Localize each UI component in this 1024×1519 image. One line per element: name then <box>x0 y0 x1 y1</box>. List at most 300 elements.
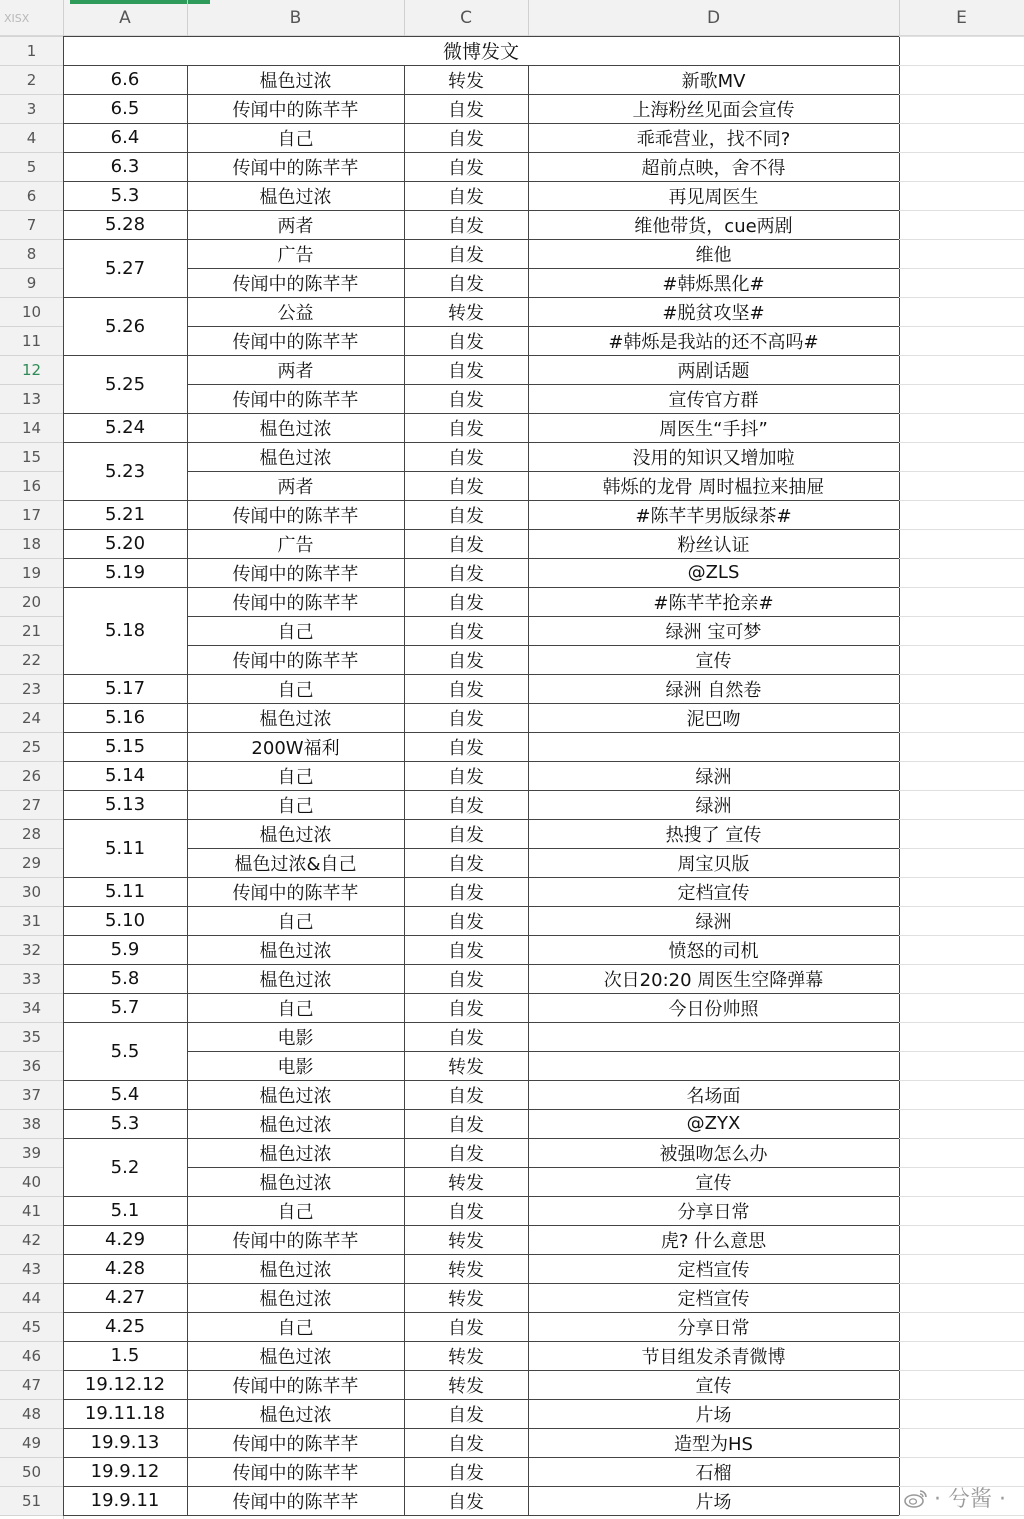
row-header-17[interactable]: 17 <box>0 500 63 529</box>
merged-date-cell[interactable]: 5.27 <box>104 257 146 279</box>
content-cell[interactable]: 片场 <box>695 1491 732 1513</box>
date-cell[interactable]: 5.3 <box>110 1113 140 1134</box>
merged-date-cell[interactable]: 5.2 <box>110 1156 140 1178</box>
empty-cell-e[interactable] <box>899 993 1024 1022</box>
empty-cell-e[interactable] <box>899 703 1024 732</box>
merged-date-cell[interactable]: 5.26 <box>104 315 146 337</box>
row-header-42[interactable]: 42 <box>0 1225 63 1254</box>
empty-cell-e[interactable] <box>899 471 1024 500</box>
row-header-36[interactable]: 36 <box>0 1051 63 1080</box>
empty-cell-e[interactable] <box>899 442 1024 471</box>
row-header-50[interactable]: 50 <box>0 1457 63 1486</box>
source-cell[interactable]: 公益 <box>277 302 314 324</box>
content-cell[interactable]: 石榴 <box>695 1462 732 1484</box>
content-cell[interactable]: 造型为HS <box>674 1433 753 1455</box>
content-cell[interactable]: 超前点映，舍不得 <box>641 157 786 179</box>
content-cell[interactable]: @ZLS <box>687 562 740 583</box>
content-cell[interactable]: 绿洲 自然卷 <box>665 679 762 701</box>
row-header-18[interactable]: 18 <box>0 529 63 558</box>
type-cell[interactable]: 自发 <box>448 766 484 788</box>
row-header-22[interactable]: 22 <box>0 645 63 674</box>
date-cell[interactable]: 6.4 <box>110 127 140 148</box>
row-header-30[interactable]: 30 <box>0 877 63 906</box>
type-cell[interactable]: 自发 <box>448 592 484 614</box>
column-header-c[interactable]: C <box>404 0 528 36</box>
source-cell[interactable]: 两者 <box>277 215 314 237</box>
content-cell[interactable]: #韩烁是我站的还不高吗# <box>608 331 819 353</box>
weibo-logo-icon <box>904 1488 928 1508</box>
cell-E1[interactable] <box>899 36 1024 65</box>
content-cell[interactable]: 周宝贝版 <box>677 853 750 875</box>
date-cell[interactable]: 5.21 <box>104 504 146 525</box>
empty-cell-e[interactable] <box>899 210 1024 239</box>
type-cell[interactable]: 转发 <box>448 302 484 324</box>
type-cell[interactable]: 自发 <box>448 1143 484 1165</box>
date-cell[interactable]: 4.28 <box>104 1258 146 1279</box>
empty-cell-e[interactable] <box>899 500 1024 529</box>
content-cell[interactable]: 绿洲 <box>695 911 732 933</box>
empty-cell-e[interactable] <box>899 326 1024 355</box>
source-cell[interactable]: 自己 <box>277 128 314 150</box>
source-cell[interactable]: 传闻中的陈芊芊 <box>232 1462 359 1484</box>
row-header-13[interactable]: 13 <box>0 384 63 413</box>
type-cell[interactable]: 自发 <box>448 824 484 846</box>
empty-cell-e[interactable] <box>899 587 1024 616</box>
empty-cell-e[interactable] <box>899 1167 1024 1196</box>
type-cell[interactable]: 自发 <box>448 911 484 933</box>
content-cell[interactable]: 分享日常 <box>677 1201 750 1223</box>
row-header-14[interactable]: 14 <box>0 413 63 442</box>
type-cell[interactable]: 自发 <box>448 1404 484 1426</box>
date-cell[interactable]: 5.8 <box>110 968 140 989</box>
row-header-16[interactable]: 16 <box>0 471 63 500</box>
empty-cell-e[interactable] <box>899 1022 1024 1051</box>
merged-date-cell[interactable]: 5.23 <box>104 460 146 482</box>
type-cell[interactable]: 自发 <box>448 679 484 701</box>
source-cell[interactable]: 广告 <box>277 244 314 266</box>
date-cell[interactable]: 19.9.11 <box>90 1490 160 1511</box>
date-cell[interactable]: 5.28 <box>104 214 146 235</box>
source-cell[interactable]: 传闻中的陈芊芊 <box>232 882 359 904</box>
empty-cell-e[interactable] <box>899 558 1024 587</box>
row-header-44[interactable]: 44 <box>0 1283 63 1312</box>
type-cell[interactable]: 自发 <box>448 447 484 469</box>
type-cell[interactable]: 自发 <box>448 215 484 237</box>
row-header-39[interactable]: 39 <box>0 1138 63 1167</box>
content-cell[interactable]: 虎? 什么意思 <box>660 1230 767 1252</box>
content-cell[interactable]: 定档宣传 <box>677 1288 750 1310</box>
row-header-6[interactable]: 6 <box>0 181 63 210</box>
date-cell[interactable]: 19.12.12 <box>84 1374 166 1395</box>
column-header-a[interactable]: A <box>63 0 187 36</box>
row-header-33[interactable]: 33 <box>0 964 63 993</box>
content-cell[interactable]: 上海粉丝见面会宣传 <box>632 99 795 121</box>
row-header-47[interactable]: 47 <box>0 1370 63 1399</box>
row-header-49[interactable]: 49 <box>0 1428 63 1457</box>
content-cell[interactable]: 片场 <box>695 1404 732 1426</box>
empty-cell-e[interactable] <box>899 1109 1024 1138</box>
type-cell[interactable]: 自发 <box>448 128 484 150</box>
date-cell[interactable]: 5.11 <box>104 881 146 902</box>
type-cell[interactable]: 自发 <box>448 1027 484 1049</box>
type-cell[interactable]: 自发 <box>448 882 484 904</box>
merged-date-cell[interactable]: 5.5 <box>110 1040 140 1062</box>
row-header-48[interactable]: 48 <box>0 1399 63 1428</box>
empty-cell-e[interactable] <box>899 935 1024 964</box>
row-header-46[interactable]: 46 <box>0 1341 63 1370</box>
date-cell[interactable]: 6.6 <box>110 69 140 90</box>
empty-cell-e[interactable] <box>899 1225 1024 1254</box>
source-cell[interactable]: 榅色过浓 <box>259 1404 332 1426</box>
source-cell[interactable]: 传闻中的陈芊芊 <box>232 99 359 121</box>
source-cell[interactable]: 自己 <box>277 911 314 933</box>
row-header-40[interactable]: 40 <box>0 1167 63 1196</box>
empty-cell-e[interactable] <box>899 1283 1024 1312</box>
source-cell[interactable]: 自己 <box>277 679 314 701</box>
merged-date-cell[interactable]: 5.18 <box>104 620 146 641</box>
content-cell[interactable]: 绿洲 <box>695 766 732 788</box>
row-header-1[interactable]: 1 <box>0 36 63 65</box>
date-cell[interactable]: 19.9.12 <box>90 1461 160 1482</box>
content-cell[interactable]: 泥巴吻 <box>686 708 741 730</box>
merged-date-cell[interactable]: 5.11 <box>104 837 146 859</box>
date-cell[interactable]: 4.25 <box>104 1316 146 1337</box>
column-header-b[interactable]: B <box>187 0 404 36</box>
source-cell[interactable]: 榅色过浓 <box>259 940 332 962</box>
date-cell[interactable]: 5.13 <box>104 794 146 815</box>
source-cell[interactable]: 自己 <box>277 998 314 1020</box>
type-cell[interactable]: 自发 <box>448 273 484 295</box>
row-header-10[interactable]: 10 <box>0 297 63 326</box>
row-header-11[interactable]: 11 <box>0 326 63 355</box>
row-header-7[interactable]: 7 <box>0 210 63 239</box>
source-cell[interactable]: 传闻中的陈芊芊 <box>232 650 359 672</box>
type-cell[interactable]: 转发 <box>448 1056 484 1078</box>
type-cell[interactable]: 自发 <box>448 1085 484 1107</box>
type-cell[interactable]: 自发 <box>448 940 484 962</box>
type-cell[interactable]: 转发 <box>448 1346 484 1368</box>
content-cell[interactable]: 周医生“手抖” <box>659 418 768 440</box>
source-cell[interactable]: 自己 <box>277 621 314 643</box>
source-cell[interactable]: 榅色过浓 <box>259 1172 332 1194</box>
empty-cell-e[interactable] <box>899 268 1024 297</box>
source-cell[interactable]: 电影 <box>277 1027 314 1049</box>
type-cell[interactable]: 自发 <box>448 360 484 382</box>
row-header-45[interactable]: 45 <box>0 1312 63 1341</box>
row-header-32[interactable]: 32 <box>0 935 63 964</box>
type-cell[interactable]: 自发 <box>448 563 484 585</box>
source-cell[interactable]: 传闻中的陈芊芊 <box>232 1230 359 1252</box>
select-all-corner[interactable]: XISX <box>0 0 63 36</box>
content-cell[interactable]: 维他带货，cue两剧 <box>634 215 793 237</box>
type-cell[interactable]: 自发 <box>448 1201 484 1223</box>
empty-cell-e[interactable] <box>899 297 1024 326</box>
source-cell[interactable]: 榅色过浓 <box>259 969 332 991</box>
empty-cell-e[interactable] <box>899 616 1024 645</box>
type-cell[interactable]: 转发 <box>448 1172 484 1194</box>
row-header-25[interactable]: 25 <box>0 732 63 761</box>
source-cell[interactable]: 传闻中的陈芊芊 <box>232 505 359 527</box>
content-cell[interactable]: 宣传 <box>695 650 732 672</box>
row-header-20[interactable]: 20 <box>0 587 63 616</box>
source-cell[interactable]: 传闻中的陈芊芊 <box>232 592 359 614</box>
content-cell[interactable]: 两剧话题 <box>677 360 750 382</box>
type-cell[interactable]: 自发 <box>448 650 484 672</box>
source-cell[interactable]: 自己 <box>277 1317 314 1339</box>
empty-cell-e[interactable] <box>899 964 1024 993</box>
empty-cell-e[interactable] <box>899 1138 1024 1167</box>
empty-cell-e[interactable] <box>899 384 1024 413</box>
column-header-e[interactable]: E <box>899 0 1024 36</box>
row-header-34[interactable]: 34 <box>0 993 63 1022</box>
type-cell[interactable]: 自发 <box>448 389 484 411</box>
type-cell[interactable]: 自发 <box>448 476 484 498</box>
row-header-37[interactable]: 37 <box>0 1080 63 1109</box>
type-cell[interactable]: 自发 <box>448 737 484 759</box>
source-cell[interactable]: 榅色过浓 <box>259 1114 332 1136</box>
row-header-5[interactable]: 5 <box>0 152 63 181</box>
type-cell[interactable]: 自发 <box>448 1462 484 1484</box>
source-cell[interactable]: 榅色过浓 <box>259 1143 332 1165</box>
source-cell[interactable]: 传闻中的陈芊芊 <box>232 1433 359 1455</box>
row-header-3[interactable]: 3 <box>0 94 63 123</box>
content-cell[interactable]: 没用的知识又增加啦 <box>632 447 795 469</box>
date-cell[interactable]: 6.3 <box>110 156 140 177</box>
empty-cell-e[interactable] <box>899 848 1024 877</box>
type-cell[interactable]: 转发 <box>448 1375 484 1397</box>
content-cell[interactable]: 绿洲 宝可梦 <box>665 621 762 643</box>
source-cell[interactable]: 榅色过浓 <box>259 1259 332 1281</box>
content-cell[interactable]: 热搜了 宣传 <box>665 824 762 846</box>
type-cell[interactable]: 转发 <box>448 1288 484 1310</box>
type-cell[interactable]: 自发 <box>448 186 484 208</box>
empty-cell-e[interactable] <box>899 123 1024 152</box>
type-cell[interactable]: 自发 <box>448 534 484 556</box>
row-header-31[interactable]: 31 <box>0 906 63 935</box>
date-cell[interactable]: 19.9.13 <box>90 1432 160 1453</box>
date-cell[interactable]: 4.29 <box>104 1229 146 1250</box>
type-cell[interactable]: 自发 <box>448 1433 484 1455</box>
empty-cell-e[interactable] <box>899 1370 1024 1399</box>
content-cell[interactable]: 定档宣传 <box>677 882 750 904</box>
content-cell[interactable]: 分享日常 <box>677 1317 750 1339</box>
row-header-15[interactable]: 15 <box>0 442 63 471</box>
content-cell[interactable]: 绿洲 <box>695 795 732 817</box>
empty-cell-e[interactable] <box>899 65 1024 94</box>
type-cell[interactable]: 自发 <box>448 1317 484 1339</box>
row-header-41[interactable]: 41 <box>0 1196 63 1225</box>
content-cell[interactable]: #韩烁黑化# <box>662 273 765 295</box>
source-cell[interactable]: 传闻中的陈芊芊 <box>232 563 359 585</box>
source-cell[interactable]: 榅色过浓 <box>259 418 332 440</box>
row-header-29[interactable]: 29 <box>0 848 63 877</box>
content-cell[interactable]: 宣传 <box>695 1375 732 1397</box>
empty-cell-e[interactable] <box>899 1254 1024 1283</box>
content-cell[interactable]: #脱贫攻坚# <box>662 302 765 324</box>
source-cell[interactable]: 传闻中的陈芊芊 <box>232 331 359 353</box>
content-cell[interactable] <box>528 732 899 761</box>
source-cell[interactable]: 广告 <box>277 534 314 556</box>
empty-cell-e[interactable] <box>899 1399 1024 1428</box>
source-cell[interactable]: 传闻中的陈芊芊 <box>232 389 359 411</box>
source-cell[interactable]: 传闻中的陈芊芊 <box>232 1491 359 1513</box>
empty-cell-e[interactable] <box>899 761 1024 790</box>
type-cell[interactable]: 转发 <box>448 70 484 92</box>
content-cell[interactable]: 愤怒的司机 <box>668 940 759 962</box>
date-cell[interactable]: 5.24 <box>104 417 146 438</box>
type-cell[interactable]: 自发 <box>448 708 484 730</box>
date-cell[interactable]: 5.9 <box>110 939 140 960</box>
empty-cell-e[interactable] <box>899 239 1024 268</box>
row-header-8[interactable]: 8 <box>0 239 63 268</box>
type-cell[interactable]: 自发 <box>448 1491 484 1513</box>
content-cell[interactable]: 定档宣传 <box>677 1259 750 1281</box>
content-cell[interactable]: #陈芊芊男版绿茶# <box>635 505 792 527</box>
type-cell[interactable]: 自发 <box>448 998 484 1020</box>
date-cell[interactable]: 5.16 <box>104 707 146 728</box>
empty-cell-e[interactable] <box>899 790 1024 819</box>
column-header-d[interactable]: D <box>528 0 899 36</box>
content-cell[interactable]: 粉丝认证 <box>677 534 750 556</box>
source-cell[interactable]: 两者 <box>277 476 314 498</box>
date-cell[interactable]: 4.27 <box>104 1287 146 1308</box>
content-cell[interactable]: #陈芊芊抢亲# <box>653 592 774 614</box>
row-header-4[interactable]: 4 <box>0 123 63 152</box>
date-cell[interactable]: 19.11.18 <box>84 1403 166 1424</box>
content-cell[interactable]: 次日20:20 周医生空降弹幕 <box>603 969 824 991</box>
empty-cell-e[interactable] <box>899 413 1024 442</box>
content-cell[interactable] <box>528 1022 899 1051</box>
source-cell[interactable]: 榅色过浓 <box>259 1346 332 1368</box>
content-cell[interactable]: 乖乖营业，找不同? <box>636 128 791 150</box>
active-sheet-indicator <box>70 0 210 4</box>
type-cell[interactable]: 自发 <box>448 418 484 440</box>
source-cell[interactable]: 自己 <box>277 1201 314 1223</box>
empty-cell-e[interactable] <box>899 877 1024 906</box>
type-cell[interactable]: 转发 <box>448 1230 484 1252</box>
date-cell[interactable]: 6.5 <box>110 98 140 119</box>
content-cell[interactable]: 韩烁的龙骨 周时榅拉来抽屉 <box>602 476 825 498</box>
row-header-23[interactable]: 23 <box>0 674 63 703</box>
source-cell[interactable]: 200W福利 <box>251 737 340 759</box>
empty-cell-e[interactable] <box>899 1196 1024 1225</box>
row-header-27[interactable]: 27 <box>0 790 63 819</box>
type-cell[interactable]: 转发 <box>448 1259 484 1281</box>
content-cell[interactable]: 宣传官方群 <box>668 389 759 411</box>
empty-cell-e[interactable] <box>899 1051 1024 1080</box>
date-cell[interactable]: 5.7 <box>110 997 140 1018</box>
date-cell[interactable]: 5.20 <box>104 533 146 554</box>
source-cell[interactable]: 榅色过浓 <box>259 708 332 730</box>
content-cell[interactable]: 再见周医生 <box>668 186 759 208</box>
type-cell[interactable]: 自发 <box>448 331 484 353</box>
source-cell[interactable]: 榅色过浓 <box>259 824 332 846</box>
content-cell[interactable]: 新歌MV <box>681 70 746 92</box>
type-cell[interactable]: 自发 <box>448 244 484 266</box>
date-cell[interactable]: 5.19 <box>104 562 146 583</box>
source-cell[interactable]: 自己 <box>277 795 314 817</box>
type-cell[interactable]: 自发 <box>448 1114 484 1136</box>
content-cell[interactable]: 维他 <box>695 244 732 266</box>
empty-cell-e[interactable] <box>899 732 1024 761</box>
content-cell[interactable]: 被强吻怎么办 <box>659 1143 768 1165</box>
source-cell[interactable]: 榅色过浓 <box>259 447 332 469</box>
row-header-51[interactable]: 51 <box>0 1486 63 1515</box>
type-cell[interactable]: 自发 <box>448 621 484 643</box>
empty-cell-e[interactable] <box>899 819 1024 848</box>
content-cell[interactable]: 今日份帅照 <box>668 998 759 1020</box>
type-cell[interactable]: 自发 <box>448 969 484 991</box>
sheet-title[interactable]: 微博发文 <box>442 41 519 63</box>
row-header-35[interactable]: 35 <box>0 1022 63 1051</box>
type-cell[interactable]: 自发 <box>448 853 484 875</box>
type-cell[interactable]: 自发 <box>448 99 484 121</box>
content-cell[interactable]: 宣传 <box>695 1172 732 1194</box>
empty-cell-e[interactable] <box>899 674 1024 703</box>
source-cell[interactable]: 传闻中的陈芊芊 <box>232 157 359 179</box>
date-cell[interactable]: 5.14 <box>104 765 146 786</box>
empty-cell-e[interactable] <box>899 529 1024 558</box>
date-cell[interactable]: 5.17 <box>104 678 146 699</box>
date-cell[interactable]: 5.4 <box>110 1084 140 1105</box>
empty-cell-e[interactable] <box>899 181 1024 210</box>
row-header-28[interactable]: 28 <box>0 819 63 848</box>
row-header-9[interactable]: 9 <box>0 268 63 297</box>
source-cell[interactable]: 榅色过浓 <box>259 1085 332 1107</box>
date-cell[interactable]: 5.3 <box>110 185 140 206</box>
row-header-38[interactable]: 38 <box>0 1109 63 1138</box>
source-cell[interactable]: 榅色过浓 <box>259 186 332 208</box>
source-cell[interactable]: 传闻中的陈芊芊 <box>232 1375 359 1397</box>
source-cell[interactable]: 榅色过浓 <box>259 1288 332 1310</box>
date-cell[interactable]: 5.15 <box>104 736 146 757</box>
row-header-24[interactable]: 24 <box>0 703 63 732</box>
source-cell[interactable]: 榅色过浓 <box>259 70 332 92</box>
empty-cell-e[interactable] <box>899 1428 1024 1457</box>
empty-cell-e[interactable] <box>899 1341 1024 1370</box>
row-header-43[interactable]: 43 <box>0 1254 63 1283</box>
type-cell[interactable]: 自发 <box>448 157 484 179</box>
row-header-12[interactable]: 12 <box>0 355 63 384</box>
type-cell[interactable]: 自发 <box>448 505 484 527</box>
content-cell[interactable]: 名场面 <box>686 1085 741 1107</box>
empty-cell-e[interactable] <box>899 1312 1024 1341</box>
row-header-21[interactable]: 21 <box>0 616 63 645</box>
type-cell[interactable]: 自发 <box>448 795 484 817</box>
row-header-2[interactable]: 2 <box>0 65 63 94</box>
content-cell[interactable]: 节目组发杀青微博 <box>641 1346 786 1368</box>
source-cell[interactable]: 榅色过浓&自己 <box>234 853 357 875</box>
empty-cell-e[interactable] <box>899 355 1024 384</box>
source-cell[interactable]: 两者 <box>277 360 314 382</box>
source-cell[interactable]: 电影 <box>277 1056 314 1078</box>
empty-cell-e[interactable] <box>899 645 1024 674</box>
merged-date-cell[interactable]: 5.25 <box>104 373 146 395</box>
row-header-19[interactable]: 19 <box>0 558 63 587</box>
empty-cell-e[interactable] <box>899 906 1024 935</box>
empty-cell-e[interactable] <box>899 152 1024 181</box>
empty-cell-e[interactable] <box>899 94 1024 123</box>
date-cell[interactable]: 5.10 <box>104 910 146 931</box>
content-cell[interactable] <box>528 1051 899 1080</box>
source-cell[interactable]: 自己 <box>277 766 314 788</box>
date-cell[interactable]: 1.5 <box>110 1345 140 1366</box>
row-header-26[interactable]: 26 <box>0 761 63 790</box>
source-cell[interactable]: 传闻中的陈芊芊 <box>232 273 359 295</box>
empty-cell-e[interactable] <box>899 1080 1024 1109</box>
content-cell[interactable]: @ZYX <box>686 1113 741 1134</box>
date-cell[interactable]: 5.1 <box>110 1200 140 1221</box>
